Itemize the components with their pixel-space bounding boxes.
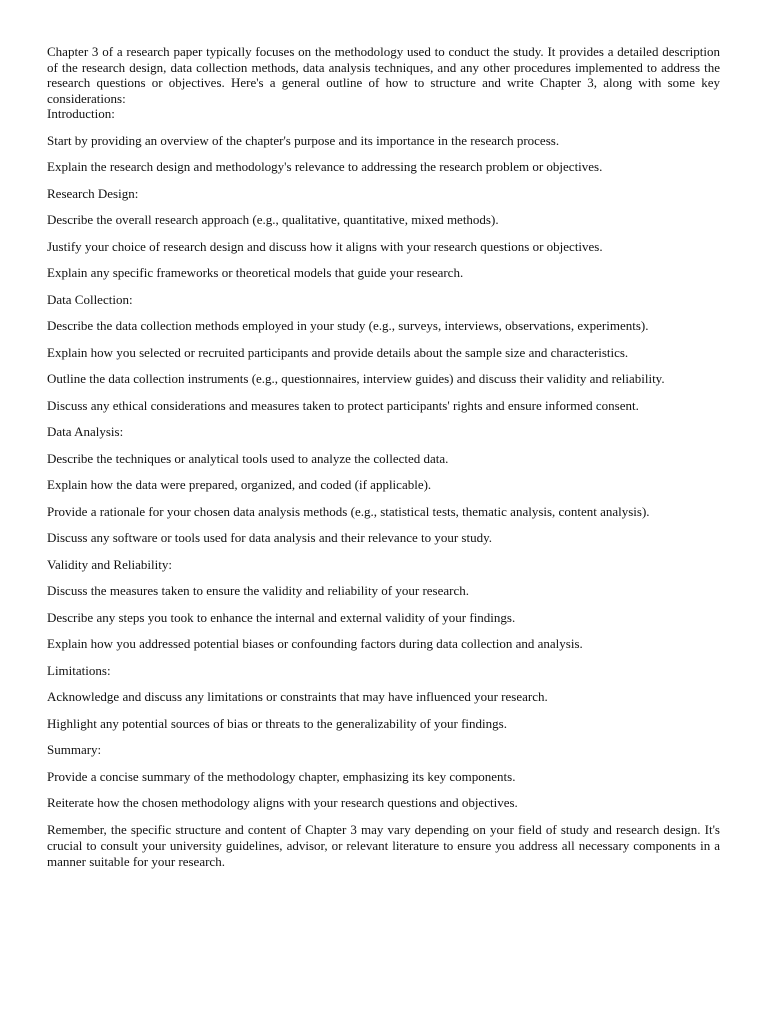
intro-paragraph: Chapter 3 of a research paper typically focuses on the methodology used to conduct the study. It provides a detailed description of the research design, data collection methods, data analysis techniques, and any other procedures implemented to address the research questions or objectives. Here's a general outline of how to structure and write Chapter 3, along with some key considerations: — [47, 44, 720, 106]
data-collection-item-2: Explain how you selected or recruited participants and provide details about the sample size and characteristics. — [47, 344, 629, 360]
data-analysis-item-2: Explain how the data were prepared, organized, and coded (if applicable). — [47, 477, 432, 493]
data-analysis-item-4: Discuss any software or tools used for data analysis and their relevance to your study. — [47, 530, 493, 546]
data-analysis-item-3: Provide a rationale for your chosen data analysis methods (e.g., statistical tests, thematic analysis, content analysis). — [47, 503, 650, 519]
limitations-item-1: Acknowledge and discuss any limitations or constraints that may have influenced your research. — [47, 689, 548, 705]
document-page — [47, 44, 720, 870]
data-collection-item-3: Outline the data collection instruments (e.g., questionnaires, interview guides) and discuss their validity and reliability. — [47, 371, 665, 387]
validity-item-1: Discuss the measures taken to ensure the validity and reliability of your research. — [47, 583, 470, 599]
research-design-item-3: Explain any specific frameworks or theoretical models that guide your research. — [47, 265, 464, 281]
introduction-item-1: Start by providing an overview of the chapter's purpose and its importance in the research process. — [47, 132, 560, 148]
data-collection-item-4: Discuss any ethical considerations and measures taken to protect participants' rights and ensure informed consent. — [47, 397, 639, 413]
section-heading-summary: Summary: — [47, 742, 102, 758]
introduction-item-2: Explain the research design and methodology's relevance to addressing the research problem or objectives. — [47, 159, 603, 175]
validity-item-3: Explain how you addressed potential biases or confounding factors during data collection and analysis. — [47, 636, 583, 652]
section-heading-limitations: Limitations: — [47, 662, 111, 678]
limitations-item-2: Highlight any potential sources of bias or threats to the generalizability of your findings. — [47, 715, 507, 731]
data-collection-item-1: Describe the data collection methods employed in your study (e.g., surveys, interviews, observations, experiments). — [47, 318, 649, 334]
research-design-item-2: Justify your choice of research design and discuss how it aligns with your research questions or objectives. — [47, 238, 603, 254]
summary-item-1: Provide a concise summary of the methodology chapter, emphasizing its key components. — [47, 768, 516, 784]
section-heading-data-analysis: Data Analysis: — [47, 424, 124, 440]
data-analysis-item-1: Describe the techniques or analytical tools used to analyze the collected data. — [47, 450, 449, 466]
summary-item-2: Reiterate how the chosen methodology aligns with your research questions and objectives. — [47, 795, 518, 811]
research-design-item-1: Describe the overall research approach (e.g., qualitative, quantitative, mixed methods). — [47, 212, 499, 228]
validity-item-2: Describe any steps you took to enhance the internal and external validity of your findings. — [47, 609, 516, 625]
closing-paragraph: Remember, the specific structure and content of Chapter 3 may vary depending on your field of study and research design. It's crucial to consult your university guidelines, advisor, or relevant literature to ensure you address all necessary components in a manner suitable for your research. — [47, 821, 720, 870]
section-heading-research-design: Research Design: — [47, 185, 139, 201]
section-heading-data-collection: Data Collection: — [47, 291, 133, 307]
section-heading-validity-reliability: Validity and Reliability: — [47, 556, 172, 572]
section-heading-introduction: Introduction: — [47, 106, 115, 122]
